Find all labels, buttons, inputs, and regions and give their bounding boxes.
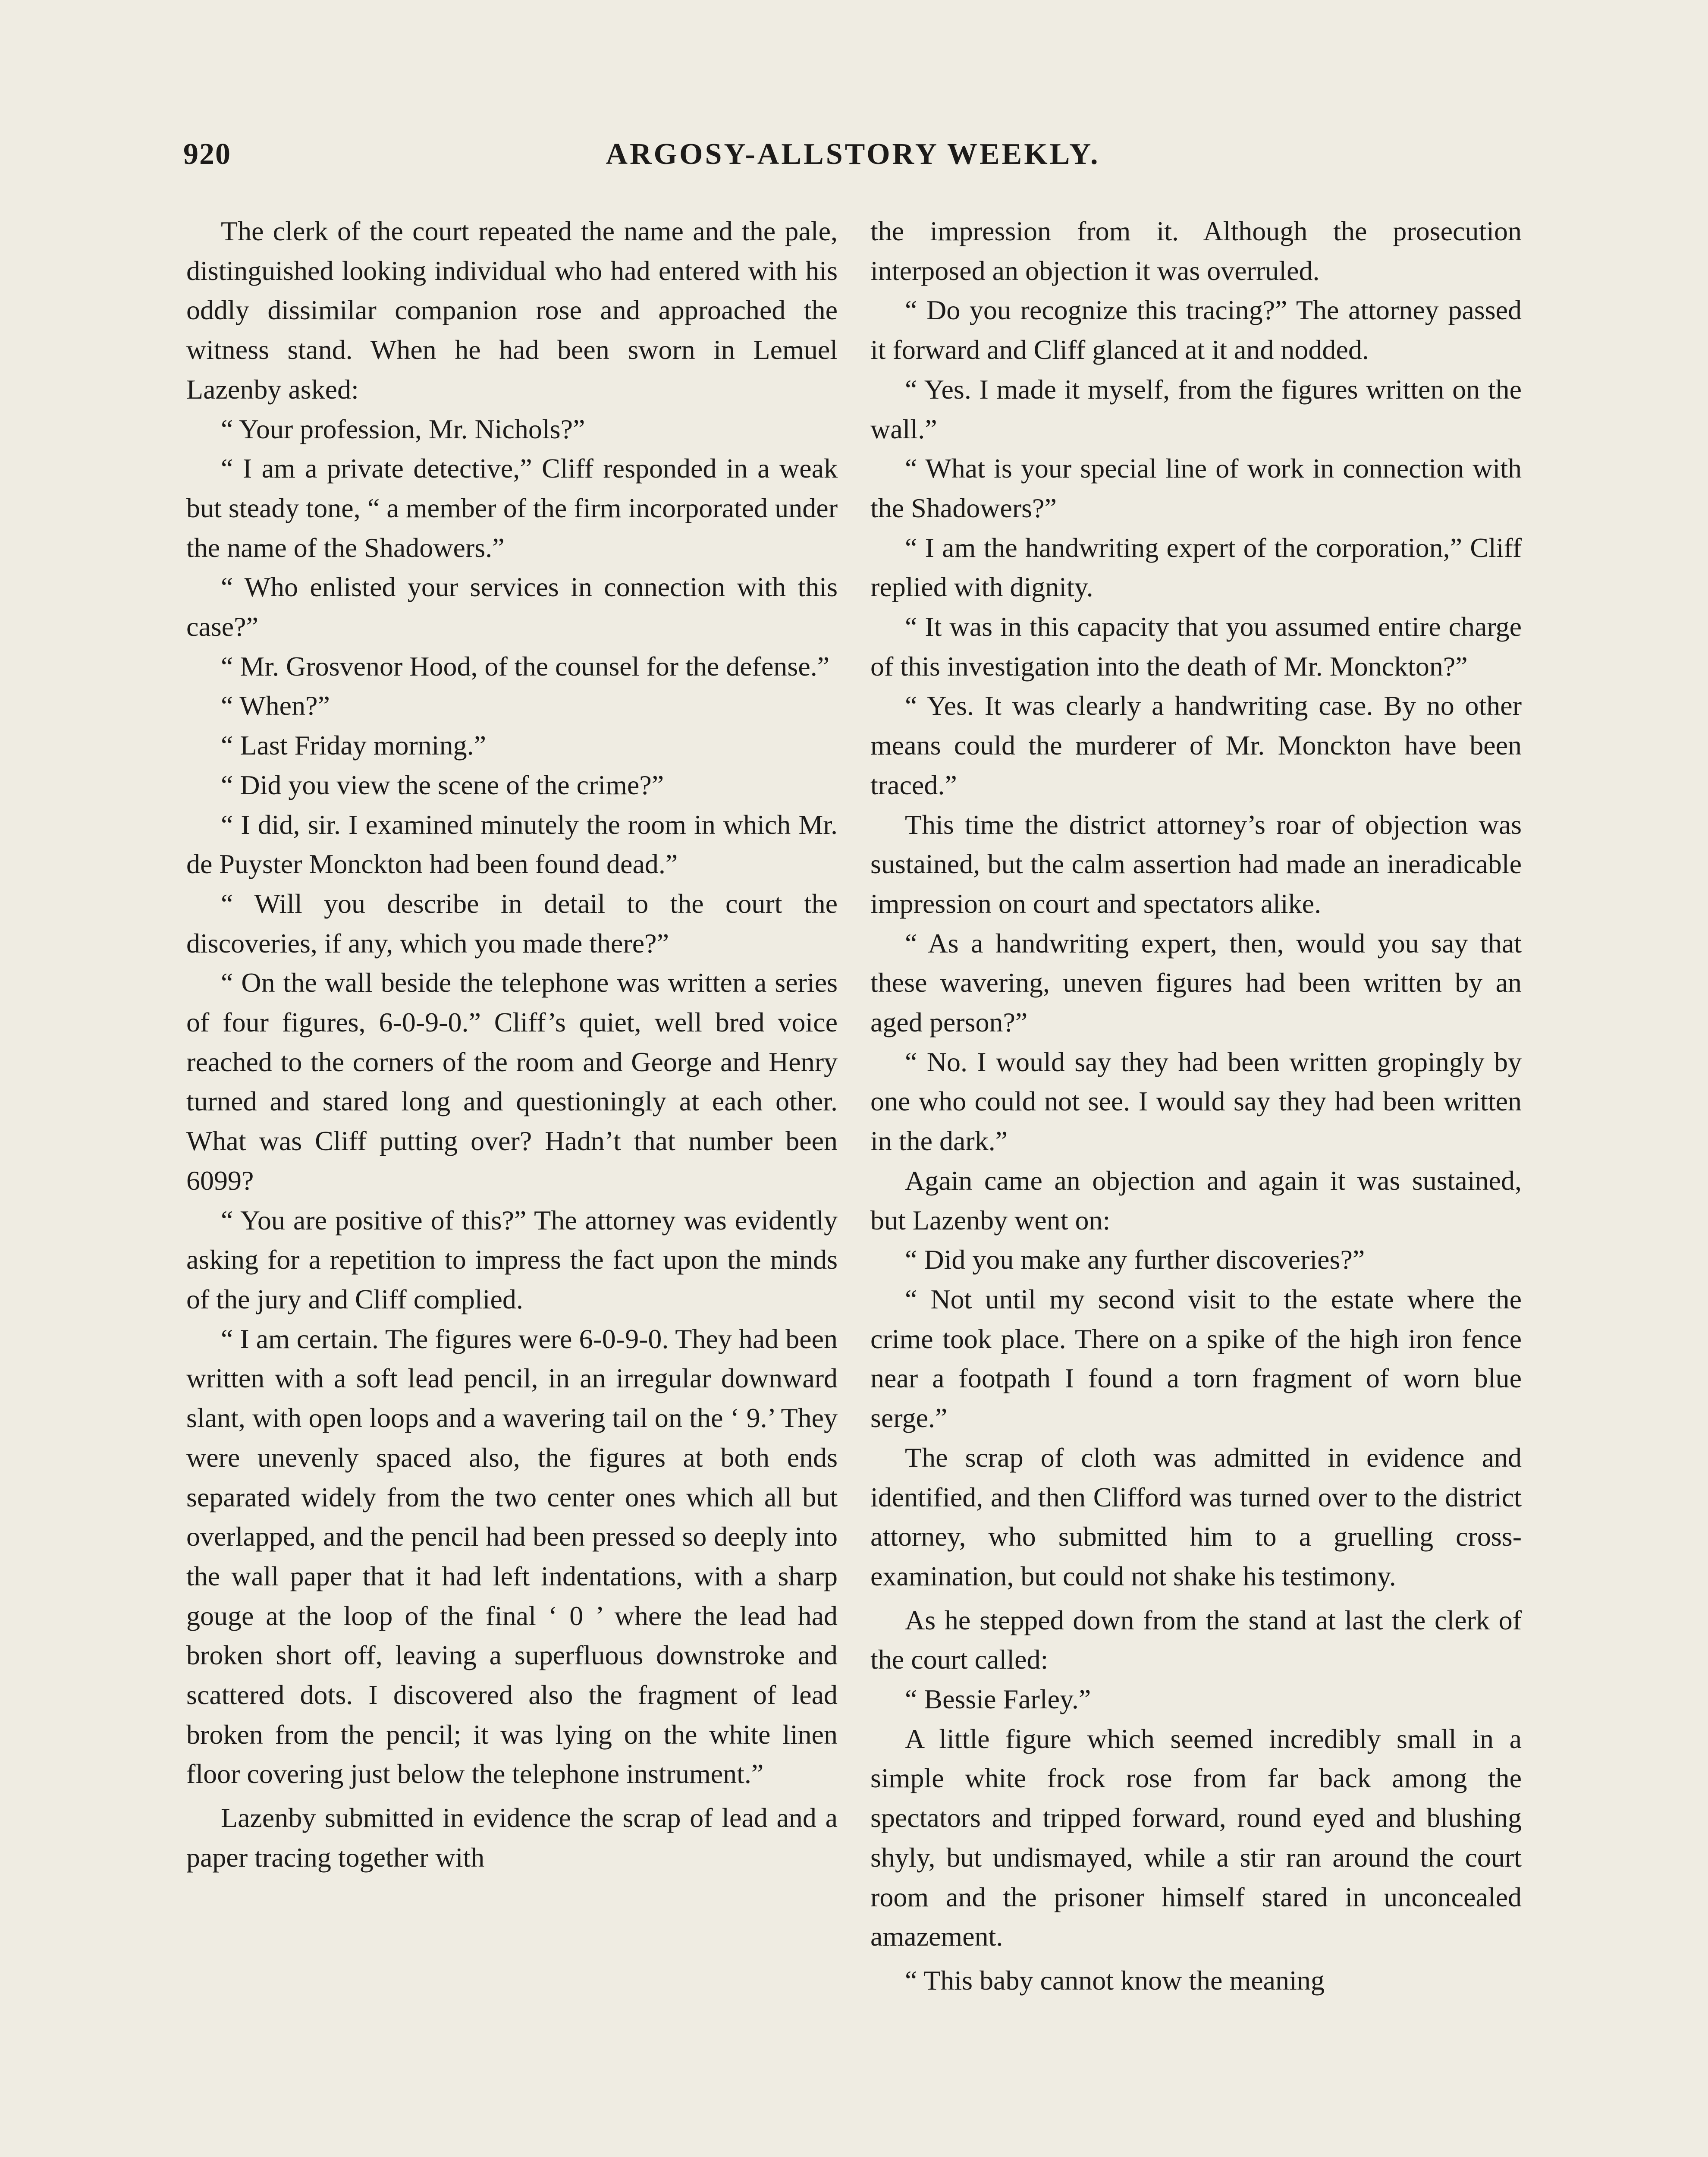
paragraph: “ Mr. Grosvenor Hood, of the counsel for the defense.” xyxy=(221,651,830,682)
paragraph: “ Yes. I made it myself, from the figures written on the wall.” xyxy=(870,374,1522,444)
paragraph: “ On the wall beside the telephone was written a series of four figures, 6-0-9-0.” Cliff’s quiet, well bred voice reached to the corners of the room and George and Henry turned and stared long and questioningly at each other. What was Cliff putting over? Hadn’t that number been 6099? xyxy=(186,967,838,1196)
right-text-column xyxy=(870,211,1522,2000)
paragraph: “ Who enlisted your services in connection with this case?” xyxy=(186,572,838,642)
paragraph: “ Do you recognize this tracing?” The attorney passed it forward and Cliff glanced at it and nodded. xyxy=(870,295,1522,365)
paragraph: “ As a handwriting expert, then, would you say that these wavering, uneven figures had been written by an aged person?” xyxy=(870,928,1522,1038)
paragraph: This time the district attorney’s roar of objection was sustained, but the calm assertion had made an ineradicable impression on court and spectators alike. xyxy=(870,809,1522,919)
paragraph: “ Did you make any further discoveries?” xyxy=(905,1244,1365,1275)
paragraph: Lazenby submitted in evidence the scrap of lead and a paper tracing together with xyxy=(186,1802,838,1873)
paragraph: “ Will you describe in detail to the court the discoveries, if any, which you made there?” xyxy=(186,888,838,959)
paragraph: “ Did you view the scene of the crime?” xyxy=(221,769,664,800)
paragraph: the impression from it. Although the prosecution interposed an objection it was overruled. xyxy=(870,216,1522,286)
paragraph: “ Your profession, Mr. Nichols?” xyxy=(221,413,585,444)
paragraph: “ I did, sir. I examined minutely the room in which Mr. de Puyster Monckton had been found dead.” xyxy=(186,809,838,880)
paragraph: “ I am certain. The figures were 6-0-9-0. They had been written with a soft lead pencil, in an irregular downward slant, with open loops and a wavering tail on the ‘ 9.’ They were unevenly spaced also, the figures at both ends separated widely from the two center ones which all but overlapped, and the pencil had been pressed so deeply into the wall paper that it had left indentations, with a sharp gouge at the loop of the final ‘ 0 ’ where the lead had broken short off, leaving a superfluous downstroke and scattered dots. I discovered also the fragment of lead broken from the pencil; it was lying on the white linen floor covering just below the telephone instrument.” xyxy=(186,1323,838,1789)
paragraph: “ What is your special line of work in connection with the Shadowers?” xyxy=(870,453,1522,523)
paragraph: The scrap of cloth was admitted in evidence and identified, and then Clifford was turned over to the district attorney, who submitted him to a gruelling cross-examination, but could not shake his testimony. xyxy=(870,1442,1522,1591)
page-header xyxy=(183,137,1523,185)
paragraph: “ Bessie Farley.” xyxy=(905,1684,1091,1715)
paragraph: “ This baby cannot know the meaning xyxy=(905,1965,1325,1996)
paragraph: “ It was in this capacity that you assumed entire charge of this investigation into the death of Mr. Monckton?” xyxy=(870,611,1522,682)
left-text-column xyxy=(186,211,838,1877)
paragraph: “ I am the handwriting expert of the corporation,” Cliff replied with dignity. xyxy=(870,532,1522,603)
paragraph: A little figure which seemed incredibly small in a simple white frock rose from far back among the spectators and tripped forward, round eyed and blushing shyly, but undismayed, while a stir ran around the court room and the prisoner himself stared in unconcealed amazement. xyxy=(870,1723,1522,1952)
paragraph: As he stepped down from the stand at last the clerk of the court called: xyxy=(870,1604,1522,1675)
paragraph: “ Not until my second visit to the estate where the crime took place. There on a spike of the high iron fence near a footpath I found a torn fragment of worn blue serge.” xyxy=(870,1283,1522,1434)
paragraph: “ When?” xyxy=(221,690,330,721)
paragraph: “ You are positive of this?” The attorney was evidently asking for a repetition to impress the fact upon the minds of the jury and Cliff complied. xyxy=(186,1204,838,1314)
running-title: ARGOSY-ALLSTORY WEEKLY. xyxy=(606,138,1100,171)
page-number: 920 xyxy=(183,138,231,171)
paragraph: “ Last Friday morning.” xyxy=(221,730,486,761)
paragraph: “ No. I would say they had been written gropingly by one who could not see. I would say they had been written in the dark.” xyxy=(870,1046,1522,1157)
paragraph: “ I am a private detective,” Cliff responded in a weak but steady tone, “ a member of the firm incorporated under the name of the Shadowers.” xyxy=(186,453,838,563)
paragraph: “ Yes. It was clearly a handwriting case. By no other means could the murderer of Mr. Monckton have been traced.” xyxy=(870,690,1522,800)
paragraph: Again came an objection and again it was sustained, but Lazenby went on: xyxy=(870,1165,1522,1236)
paragraph: The clerk of the court repeated the name and the pale, distinguished looking individual who had entered with his oddly dissimilar companion rose and approached the witness stand. When he had been sworn in Lemuel Lazenby asked: xyxy=(186,216,838,405)
